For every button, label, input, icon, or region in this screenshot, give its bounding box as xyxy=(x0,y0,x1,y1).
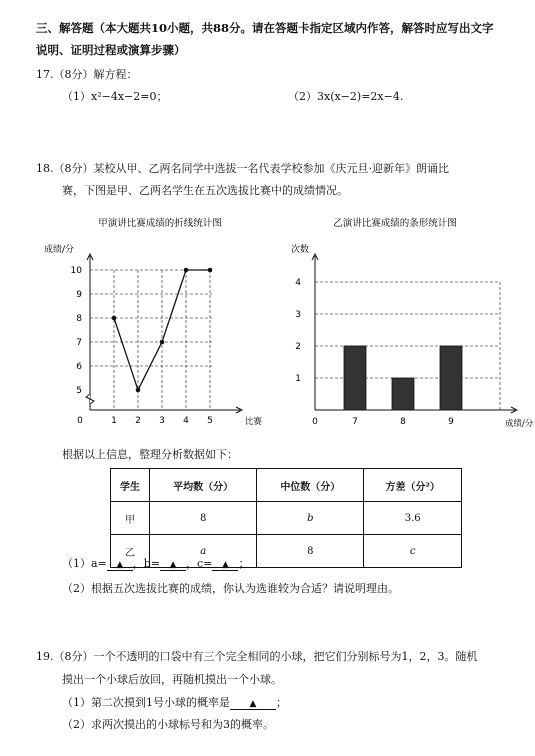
q18-sub1-prefix: （1）a= xyxy=(62,557,107,570)
y-tick-label: 1 xyxy=(295,374,301,384)
yi-chart-xlabel: 成绩/分 xyxy=(505,419,534,429)
jia-chart-ylabel: 成绩/分 xyxy=(44,245,75,255)
q18-sub1-end: ； xyxy=(238,557,250,570)
data-point xyxy=(136,388,141,393)
table-cell: 8 xyxy=(257,535,364,568)
x-tick-label: 3 xyxy=(159,416,165,426)
origin-label: 0 xyxy=(312,417,318,427)
yi-chart-ylabel: 次数 xyxy=(291,245,310,255)
table-header-cell: 学生 xyxy=(111,469,150,502)
q17-part2: （2）3x(x−2)=2x−4. xyxy=(288,90,404,103)
data-point xyxy=(160,340,165,345)
data-point xyxy=(112,316,117,321)
x-tick-label: 7 xyxy=(352,417,358,427)
y-tick-label: 10 xyxy=(70,266,82,276)
table-header-cell: 方差（分²） xyxy=(364,469,462,502)
bar xyxy=(392,378,414,410)
q19-line1: 19.（8分）一个不透明的口袋中有三个完全相同的小球，把它们分别标号为1，2，3。随机 xyxy=(36,650,478,663)
table-cell: 3.6 xyxy=(364,502,462,535)
y-tick-label: 9 xyxy=(76,290,82,300)
q19-line2: 摸出一个小球后放回，再随机摸出一个小球。 xyxy=(62,673,282,686)
q18-line2: 赛，下图是甲、乙两名学生在五次选拔比赛中的成绩情况。 xyxy=(62,184,348,197)
yi-bar-chart xyxy=(275,210,534,435)
answer-blank-prob: ▲ xyxy=(230,699,276,710)
q19-sub1-prefix: （1）第二次摸到1号小球的概率是 xyxy=(62,696,230,709)
jia-chart-title: 甲演讲比赛成绩的折线统计图 xyxy=(98,218,222,229)
bar xyxy=(344,346,366,410)
y-tick-label: 5 xyxy=(76,386,82,396)
table-header-row xyxy=(111,469,462,502)
x-tick-label: 5 xyxy=(207,416,213,426)
table-cell: a xyxy=(150,535,257,568)
table-header-cell: 平均数（分） xyxy=(150,469,257,502)
y-tick-label: 7 xyxy=(76,338,82,348)
jia-line-chart xyxy=(40,210,280,435)
x-tick-label: 0 xyxy=(77,416,83,426)
y-tick-label: 6 xyxy=(76,362,82,372)
table-header-cell: 中位数（分） xyxy=(257,469,364,502)
q18-sub2: （2）根据五次选拔比赛的成绩，你认为选谁较为合适？请说明理由。 xyxy=(62,582,399,595)
q18-line1: 18.（8分）某校从甲、乙两名同学中选拔一名代表学校参加《庆元旦·迎新年》朗诵比 xyxy=(36,162,449,175)
q18-sub1 xyxy=(62,555,249,571)
x-tick-label: 2 xyxy=(135,416,141,426)
bar xyxy=(440,346,462,410)
section-header-line2: 说明、证明过程或演算步骤） xyxy=(36,43,186,57)
table-cell: 8 xyxy=(150,502,257,535)
q17-title: 17.（8分）解方程： xyxy=(36,68,138,81)
y-tick-label: 8 xyxy=(76,314,82,324)
jia-chart-xlabel: 比赛 xyxy=(245,417,263,427)
x-tick-label: 9 xyxy=(448,417,454,427)
stats-table xyxy=(110,468,462,568)
q18-sub1-b: ，b= xyxy=(132,557,161,570)
table-row xyxy=(111,502,462,535)
axis-break xyxy=(86,394,94,404)
table-cell: b xyxy=(257,502,364,535)
table-cell: 甲 xyxy=(111,502,150,535)
yi-chart-title: 乙演讲比赛成绩的条形统计图 xyxy=(333,218,457,229)
q18-summary-intro: 根据以上信息，整理分析数据如下： xyxy=(62,448,238,461)
x-tick-label: 1 xyxy=(111,416,117,426)
x-tick-label: 4 xyxy=(183,416,189,426)
answer-blank-b: ▲ xyxy=(160,560,186,571)
section-header-line1: 三、解答题（本大题共10小题，共88分。请在答题卡指定区域内作答，解答时应写出文字 xyxy=(36,21,494,35)
y-tick-label: 3 xyxy=(295,310,301,320)
data-point xyxy=(184,268,189,273)
q19-sub1 xyxy=(62,694,287,710)
y-tick-label: 2 xyxy=(295,342,301,352)
answer-blank-c: ▲ xyxy=(212,560,238,571)
data-point xyxy=(208,268,213,273)
q19-sub2: （2）求两次摸出的小球标号和为3的概率。 xyxy=(62,718,274,731)
q19-sub1-end: ； xyxy=(276,696,287,709)
q18-sub1-c: ，c= xyxy=(186,557,213,570)
q17-part1: （1）x²−4x−2=0； xyxy=(62,90,168,103)
answer-blank-a: ▲ xyxy=(107,560,133,571)
x-tick-label: 8 xyxy=(400,417,406,427)
y-tick-label: 4 xyxy=(295,278,301,288)
table-cell: c xyxy=(364,535,462,568)
table-cell: 乙 xyxy=(111,535,150,568)
